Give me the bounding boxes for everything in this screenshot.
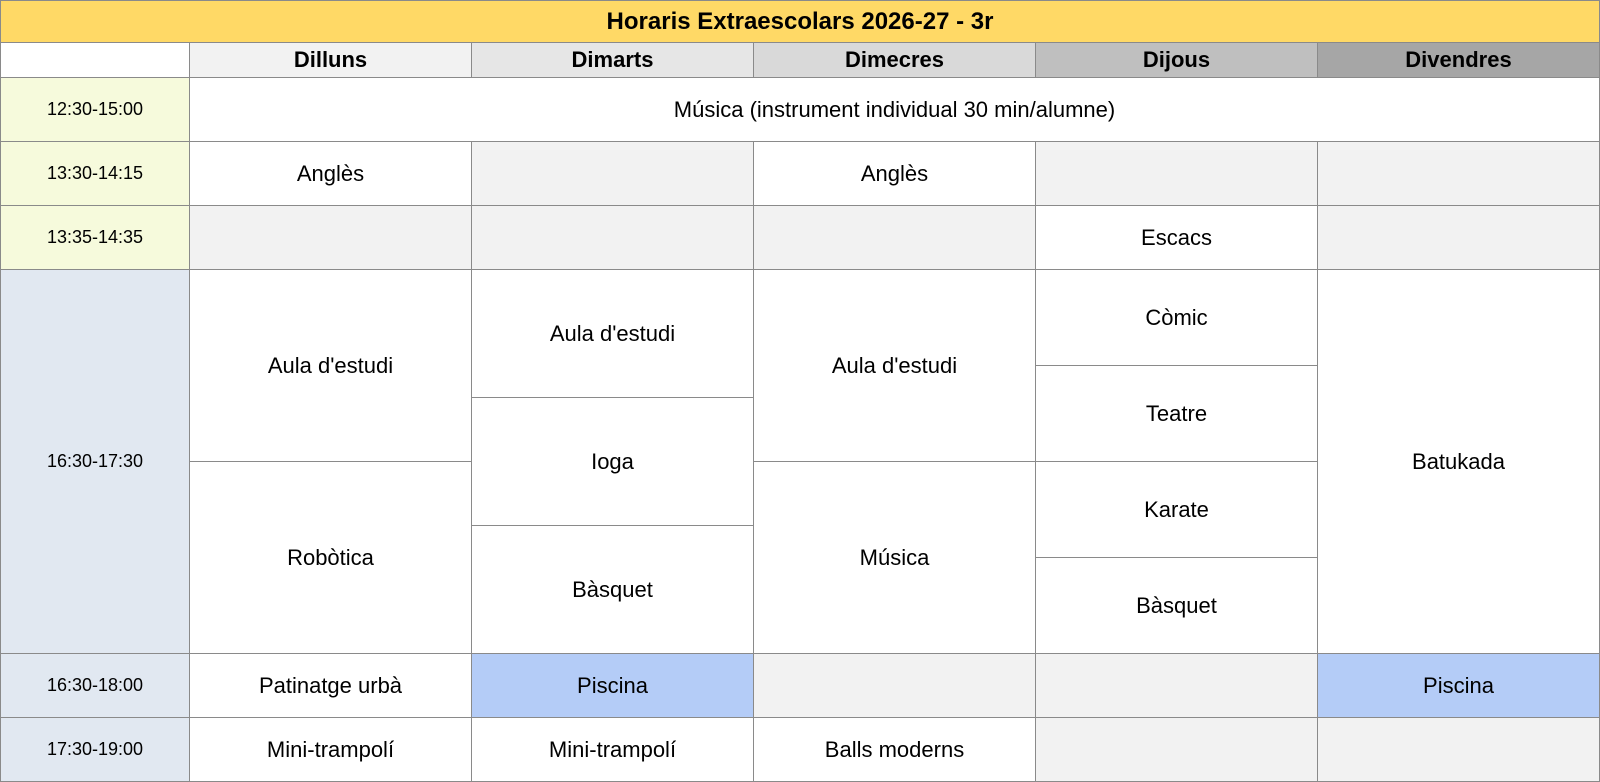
activity-batukada-divendres: Batukada: [1317, 269, 1600, 654]
activity-basquet-dimarts: Bàsquet: [471, 525, 754, 654]
time-slot: 17:30-19:00: [0, 717, 190, 782]
time-slot: 12:30-15:00: [0, 77, 190, 142]
activity-escacs-dijous: Escacs: [1035, 205, 1318, 270]
empty-cell: [189, 205, 472, 270]
empty-cell: [1317, 205, 1600, 270]
activity-minitrampoli-dilluns: Mini-trampolí: [189, 717, 472, 782]
activity-teatre-dijous: Teatre: [1035, 365, 1318, 462]
empty-cell: [1035, 717, 1318, 782]
day-header-dimecres: Dimecres: [753, 42, 1036, 78]
empty-cell: [471, 205, 754, 270]
day-header-dijous: Dijous: [1035, 42, 1318, 78]
header-corner: [0, 42, 190, 78]
activity-aula-dimecres: Aula d'estudi: [753, 269, 1036, 462]
day-header-divendres: Divendres: [1317, 42, 1600, 78]
activity-minitrampoli-dimarts: Mini-trampolí: [471, 717, 754, 782]
activity-robotica-dilluns: Robòtica: [189, 461, 472, 654]
empty-cell: [753, 653, 1036, 718]
activity-angles-dilluns: Anglès: [189, 141, 472, 206]
activity-karate-dijous: Karate: [1035, 461, 1318, 558]
activity-aula-dimarts: Aula d'estudi: [471, 269, 754, 398]
activity-balls-dimecres: Balls moderns: [753, 717, 1036, 782]
activity-musica-individual: Música (instrument individual 30 min/alumne): [189, 77, 1600, 142]
activity-piscina-dimarts: Piscina: [471, 653, 754, 718]
activity-piscina-divendres: Piscina: [1317, 653, 1600, 718]
activity-angles-dimecres: Anglès: [753, 141, 1036, 206]
empty-cell: [1035, 653, 1318, 718]
activity-comic-dijous: Còmic: [1035, 269, 1318, 366]
day-header-dimarts: Dimarts: [471, 42, 754, 78]
activity-ioga-dimarts: Ioga: [471, 397, 754, 526]
activity-musica-dimecres: Música: [753, 461, 1036, 654]
activity-patinatge-dilluns: Patinatge urbà: [189, 653, 472, 718]
schedule-title: Horaris Extraescolars 2026-27 - 3r: [0, 0, 1600, 43]
empty-cell: [1317, 141, 1600, 206]
empty-cell: [1317, 717, 1600, 782]
empty-cell: [471, 141, 754, 206]
time-slot: 13:35-14:35: [0, 205, 190, 270]
time-slot: 16:30-18:00: [0, 653, 190, 718]
time-slot: 16:30-17:30: [0, 269, 190, 654]
empty-cell: [1035, 141, 1318, 206]
day-header-dilluns: Dilluns: [189, 42, 472, 78]
activity-aula-dilluns: Aula d'estudi: [189, 269, 472, 462]
time-slot: 13:30-14:15: [0, 141, 190, 206]
empty-cell: [753, 205, 1036, 270]
activity-basquet-dijous: Bàsquet: [1035, 557, 1318, 654]
